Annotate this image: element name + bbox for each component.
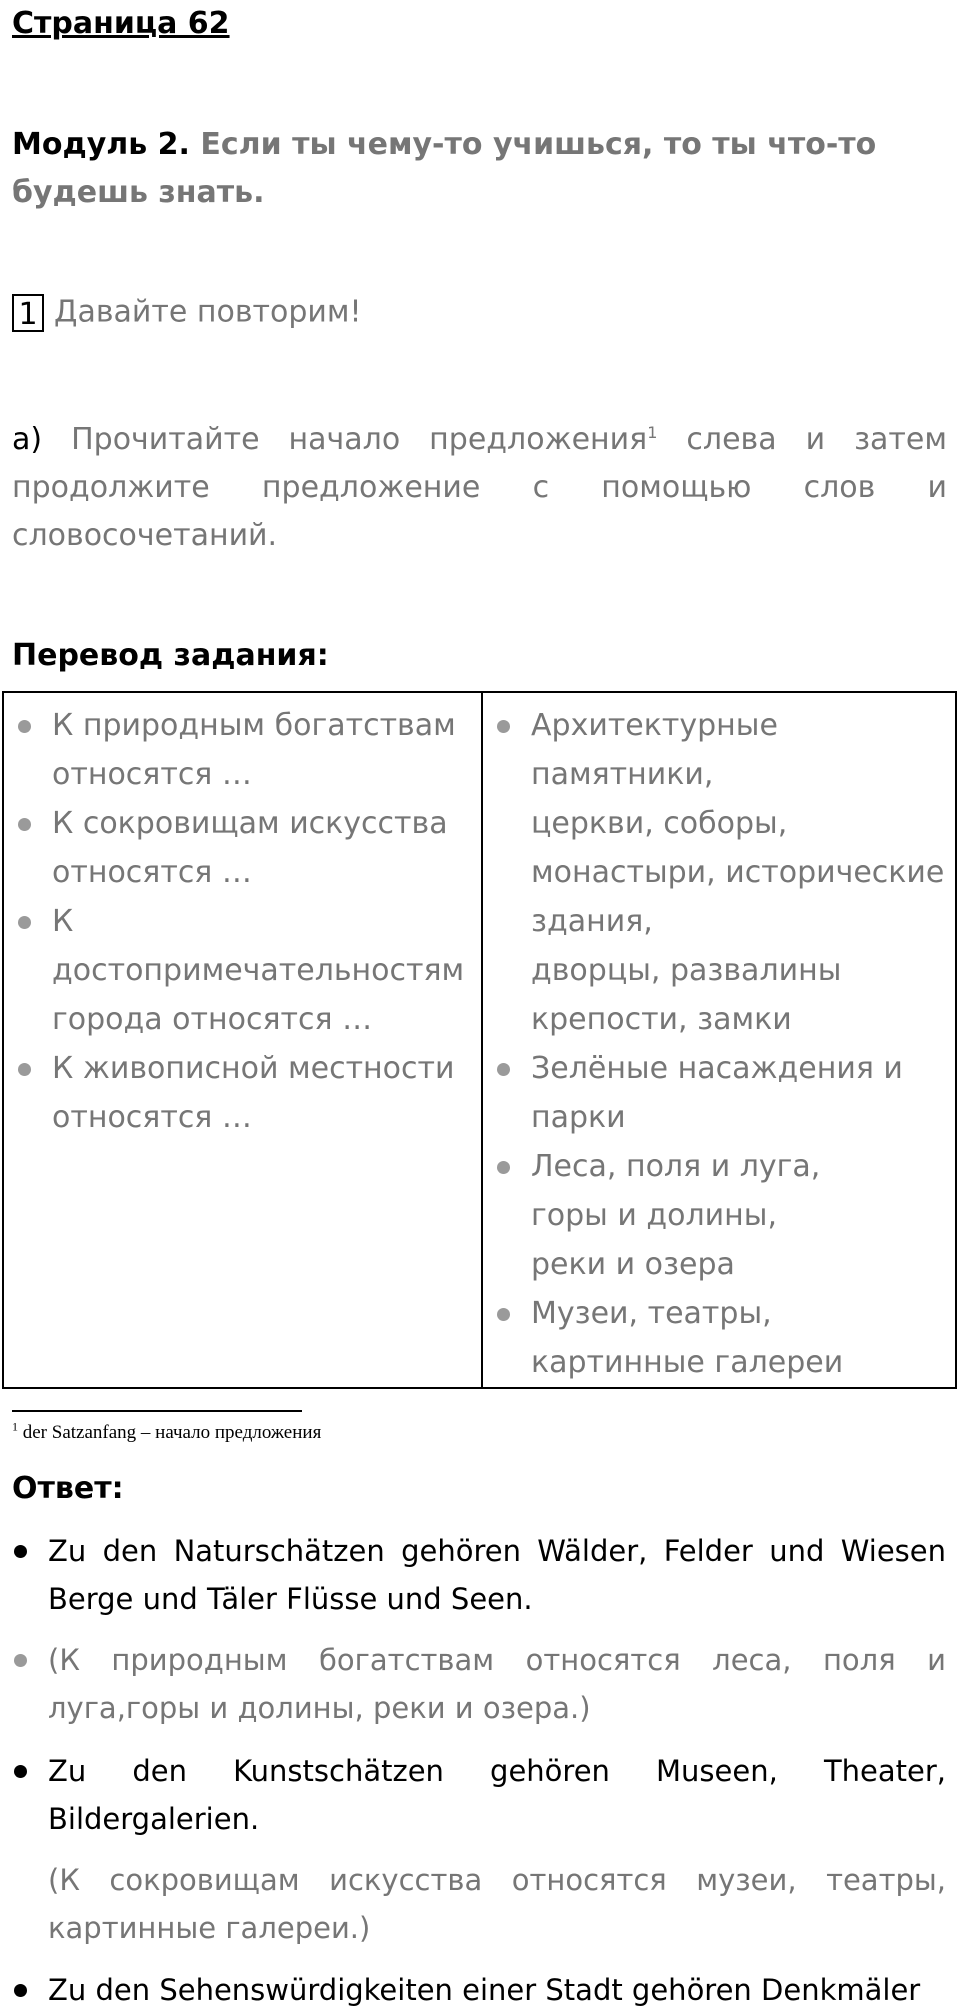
task-title-row bbox=[12, 294, 362, 332]
task-title: Давайте повторим! bbox=[54, 294, 362, 330]
answer-text: Zu den Kunstschätzen gehören Museen, Theater, Bildergalerien. bbox=[48, 1754, 946, 1836]
right-list-item bbox=[495, 1289, 945, 1387]
answer-item-3-de bbox=[14, 1966, 946, 2014]
right-list-line: горы и долины, bbox=[531, 1198, 778, 1233]
instruction-line-1 bbox=[12, 416, 947, 464]
instruction-before-note: Прочитайте начало предложения bbox=[71, 422, 648, 457]
left-list-item: К живописной местности относятся … bbox=[16, 1044, 471, 1142]
footnote bbox=[12, 1419, 322, 1444]
instruction-line-3: словосочетаний. bbox=[12, 518, 278, 553]
right-list-line: монастыри, исторические здания, bbox=[531, 855, 945, 939]
left-column bbox=[3, 692, 482, 1388]
right-list-line: дворцы, развалины bbox=[531, 953, 842, 988]
page-title: Страница 62 bbox=[12, 6, 230, 41]
right-list-item bbox=[495, 701, 945, 1044]
answer-translation: (К природным богатствам относятся леса, поля и луга,горы и долины, реки и озера.) bbox=[48, 1643, 946, 1725]
right-list-line: Леса, поля и луга, bbox=[531, 1149, 821, 1184]
bullet-icon bbox=[14, 1654, 27, 1667]
answer-heading: Ответ: bbox=[12, 1471, 124, 1506]
answer-item-2-de bbox=[14, 1747, 946, 1843]
left-list-item: К достопримечательностям города относятся … bbox=[16, 897, 471, 1044]
left-list-item: К природным богатствам относятся … bbox=[16, 701, 471, 799]
answer-item-1-ru bbox=[14, 1636, 946, 1732]
module-heading bbox=[12, 121, 947, 217]
right-list bbox=[495, 701, 945, 1387]
answer-text: Zu den Naturschätzen gehören Wälder, Felder und Wiesen Berge und Täler Flüsse und Seen. bbox=[48, 1534, 946, 1616]
footnote-divider bbox=[12, 1410, 302, 1412]
part-label: а) bbox=[12, 422, 43, 457]
answer-translation: (К сокровищам искусства относятся музеи, театры, картинные галереи.) bbox=[48, 1863, 946, 1945]
footnote-text: der Satzanfang – начало предложения bbox=[22, 1422, 322, 1443]
bullet-icon bbox=[14, 1545, 27, 1558]
translation-table bbox=[2, 691, 957, 1389]
instruction-line-2: продолжите предложение с помощью слов и bbox=[12, 470, 947, 505]
right-list-line: Архитектурные памятники, bbox=[531, 708, 778, 792]
answer-item-2-ru bbox=[14, 1856, 946, 1952]
footnote-ref: 1 bbox=[647, 423, 658, 442]
right-list-item bbox=[495, 1044, 945, 1142]
task-number: 1 bbox=[12, 294, 44, 332]
answer-text: Zu den Sehenswürdigkeiten einer Stadt gehören Denkmäler bbox=[48, 1973, 921, 2007]
footnote-mark: 1 bbox=[12, 1419, 18, 1434]
instruction-after-note: слева и затем bbox=[686, 422, 947, 457]
right-list-line: церкви, соборы, bbox=[531, 806, 788, 841]
bullet-icon bbox=[14, 1765, 27, 1778]
module-title: Если ты чему-то учишься, то ты что-то будешь знать. bbox=[12, 127, 877, 210]
right-column bbox=[482, 692, 956, 1388]
left-list bbox=[16, 701, 471, 1142]
translation-heading: Перевод задания: bbox=[12, 638, 329, 673]
left-list-item: К сокровищам искусства относятся … bbox=[16, 799, 471, 897]
right-list-line: крепости, замки bbox=[531, 1002, 792, 1037]
answer-item-1-de bbox=[14, 1527, 946, 1623]
right-list-line: Музеи, театры, картинные галереи bbox=[531, 1296, 844, 1380]
right-list-line: Зелёные насаждения и парки bbox=[531, 1051, 903, 1135]
bullet-icon bbox=[14, 1984, 27, 1997]
module-label: Модуль 2. bbox=[12, 127, 190, 162]
right-list-line: реки и озера bbox=[531, 1247, 735, 1282]
task-instruction bbox=[12, 416, 947, 560]
right-list-item bbox=[495, 1142, 945, 1289]
